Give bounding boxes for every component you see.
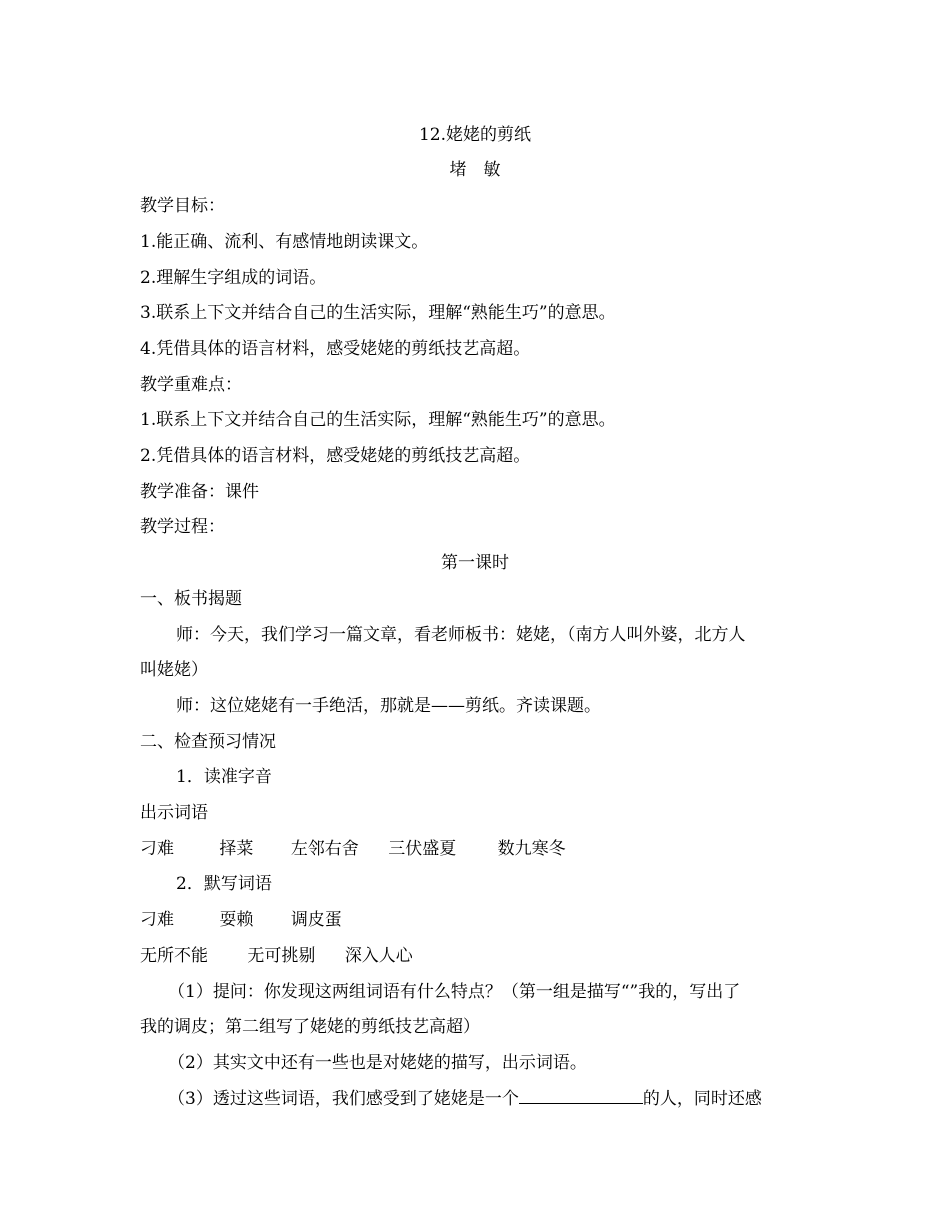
word-list-2	[140, 909, 342, 931]
paragraph-line: 师：这位姥姥有一手绝活，那就是——剪纸。齐读课题。	[176, 696, 601, 716]
word-list-1	[140, 838, 566, 860]
process-heading: 教学过程：	[140, 517, 225, 537]
objective-item: 2.理解生字组成的词语。	[140, 268, 327, 288]
preparation: 教学准备：课件	[140, 482, 259, 502]
word: 三伏盛夏	[388, 839, 457, 859]
key-point-item: 1.联系上下文并结合自己的生活实际，理解“熟能生巧”的意思。	[140, 410, 616, 430]
step-1: 1．读准字音	[176, 767, 272, 787]
word: 刁难	[140, 910, 174, 930]
paragraph-line: 师：今天，我们学习一篇文章，看老师板书：姥姥，（南方人叫外婆，北方人	[176, 625, 746, 645]
word: 无可挑剔	[247, 946, 316, 966]
word: 左邻右舍	[290, 839, 359, 859]
word: 调皮蛋	[290, 910, 342, 930]
word: 无所不能	[140, 946, 208, 966]
paragraph-line: 叫姥姥）	[140, 660, 208, 680]
word: 择菜	[219, 839, 254, 859]
key-point-item: 2.凭借具体的语言材料，感受姥姥的剪纸技艺高超。	[140, 446, 531, 466]
objective-item: 3.联系上下文并结合自己的生活实际，理解“熟能生巧”的意思。	[140, 303, 616, 323]
question-1-line: （1）提问：你发现这两组词语有什么特点？（第一组是描写“”我的，写出了	[168, 982, 741, 1002]
question-3-text: （3）透过这些词语，我们感受到了姥姥是一个	[168, 1089, 519, 1109]
objective-item: 1.能正确、流利、有感情地朗读课文。	[140, 232, 429, 252]
lesson-title: 第一课时	[441, 553, 509, 573]
word: 刁难	[140, 839, 174, 859]
fill-in-blank	[519, 1087, 643, 1104]
step-2: 2．默写词语	[176, 874, 272, 894]
question-3	[168, 1087, 762, 1110]
objectives-heading: 教学目标：	[140, 196, 225, 216]
word: 耍赖	[219, 910, 254, 930]
question-3-text: 的人，同时还感	[642, 1089, 762, 1109]
section2-heading: 二、检查预习情况	[140, 732, 276, 752]
word-list-3	[140, 945, 413, 967]
question-2: （2）其实文中还有一些也是对姥姥的描写，出示词语。	[168, 1053, 587, 1073]
section1-heading: 一、板书揭题	[140, 589, 242, 609]
word: 深入人心	[344, 946, 413, 966]
word: 数九寒冬	[497, 839, 566, 859]
author: 堵 敏	[449, 160, 501, 180]
question-1-line: 我的调皮；第二组写了姥姥的剪纸技艺高超）	[140, 1017, 480, 1037]
document-title: 12.姥姥的剪纸	[418, 125, 532, 145]
show-words: 出示词语	[140, 803, 208, 823]
objective-item: 4.凭借具体的语言材料，感受姥姥的剪纸技艺高超。	[140, 339, 531, 359]
key-points-heading: 教学重难点：	[140, 375, 242, 395]
